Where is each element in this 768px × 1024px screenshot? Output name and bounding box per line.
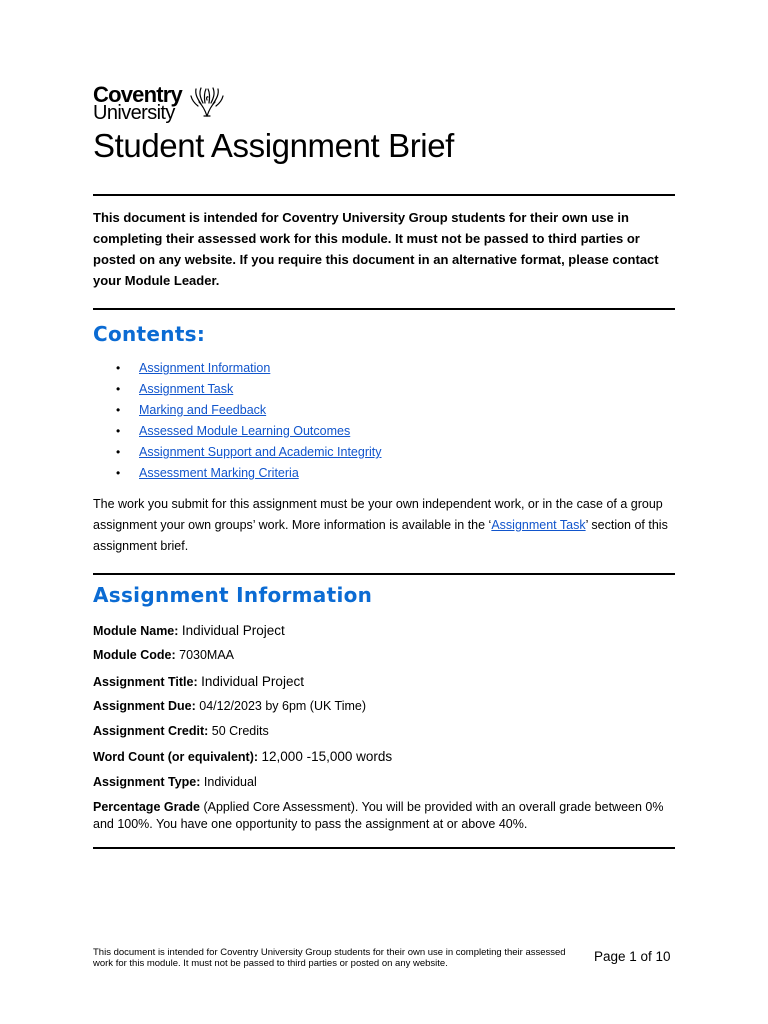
divider (93, 308, 675, 310)
assignment-information-heading: Assignment Information (93, 583, 373, 607)
divider (93, 573, 675, 575)
contents-list (93, 358, 653, 484)
intro-text-after: ’ section of this assignment brief. (93, 518, 668, 553)
assignment-credit-label: Assignment Credit: (93, 724, 209, 738)
toc-link-marking-feedback[interactable]: Marking and Feedback (139, 403, 267, 417)
toc-link-assignment-information[interactable]: Assignment Information (139, 361, 271, 375)
intro-text-before: The work you submit for this assignment must be your own independent work, or in the case of a group assignment your own groups’ work. More information is available in the ‘ (93, 497, 663, 532)
toc-link-support-integrity[interactable]: Assignment Support and Academic Integrity (139, 445, 382, 459)
bullet-icon: • (116, 382, 121, 396)
assignment-due-value: 04/12/2023 by 6pm (UK Time) (199, 699, 367, 713)
phoenix-icon (189, 86, 225, 120)
assignment-type-label: Assignment Type: (93, 775, 201, 789)
word-count-value: 12,000 -15,000 words (261, 749, 393, 764)
toc-link-learning-outcomes[interactable]: Assessed Module Learning Outcomes (139, 424, 351, 438)
toc-link-assignment-task[interactable]: Assignment Task (139, 382, 234, 396)
module-code-label: Module Code: (93, 648, 176, 662)
list-item (93, 358, 653, 379)
assignment-type-value: Individual (203, 775, 257, 789)
bullet-icon: • (116, 445, 121, 459)
assignment-title-label: Assignment Title: (93, 675, 198, 689)
percentage-grade-row (93, 799, 668, 833)
logo-line-2: University (93, 102, 175, 124)
word-count-row (93, 748, 675, 766)
percentage-grade-value: (Applied Core Assessment). You will be provided with an overall grade between 0% and 100%. You have one opportunity to pass the assignment at or above 40%. (93, 800, 664, 831)
list-item (93, 463, 653, 484)
bullet-icon: • (116, 466, 121, 480)
divider (93, 194, 675, 196)
assignment-type-row (93, 774, 675, 791)
divider (93, 847, 675, 849)
bullet-icon: • (116, 403, 121, 417)
bullet-icon: • (116, 424, 121, 438)
usage-notice: This document is intended for Coventry University Group students for their own use in completing their assessed work for this module. It must not be passed to third parties or posted on any website. If you require this document in an alternative format, please contact your Module Leader. (93, 210, 659, 288)
assignment-task-link[interactable]: Assignment Task (491, 518, 586, 532)
module-code-value: 7030MAA (179, 648, 235, 662)
assignment-credit-value: 50 Credits (211, 724, 269, 738)
assignment-credit-row (93, 723, 675, 740)
assignment-due-label: Assignment Due: (93, 699, 196, 713)
page-number: Page 1 of 10 (594, 949, 671, 964)
percentage-grade-label: Percentage Grade (93, 800, 200, 814)
page-title: Student Assignment Brief (93, 127, 454, 164)
university-logo (93, 84, 233, 126)
module-name-label: Module Name: (93, 624, 179, 638)
assignment-title-row (93, 673, 675, 691)
module-code-row (93, 647, 675, 664)
footer-notice: This document is intended for Coventry University Group students for their own use in completing their assessed work for this module. It must not be passed to third parties or posted on any website. (93, 947, 566, 969)
contents-heading: Contents: (93, 322, 206, 346)
logo-line-1: Coventry (93, 82, 182, 107)
list-item (93, 400, 653, 421)
assignment-title-value: Individual Project (201, 674, 304, 689)
assignment-due-row (93, 698, 675, 715)
module-name-value: Individual Project (181, 623, 285, 638)
list-item (93, 421, 653, 442)
intro-paragraph (93, 494, 668, 557)
list-item (93, 379, 653, 400)
word-count-label: Word Count (or equivalent): (93, 750, 259, 764)
list-item (93, 442, 653, 463)
bullet-icon: • (116, 361, 121, 375)
module-name-row (93, 622, 675, 640)
toc-link-marking-criteria[interactable]: Assessment Marking Criteria (139, 466, 299, 480)
